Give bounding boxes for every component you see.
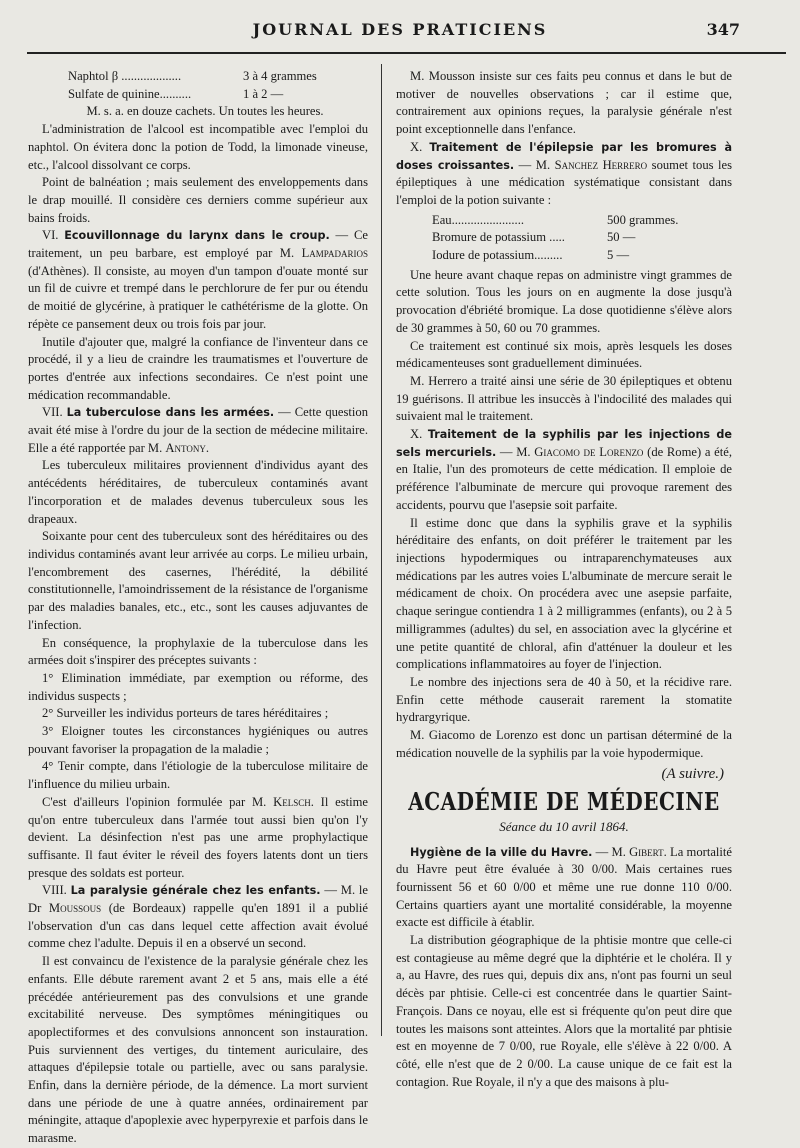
paragraph: Les tuberculeux militaires proviennent d'individus ayant des antécédents héréditaires, de tuberculeux contaminés avant l'incorporation et de malades devenus tuberculeux sous les drapeaux. <box>28 458 368 526</box>
list-item: 4° Tenir compte, dans l'étiologie de la tuberculose militaire de l'influence du milieu urbain. <box>28 759 368 792</box>
section-hygiene: Hygiène de la ville du Havre. — M. Gibert. La mortalité du Havre peut être évaluée à 30 0/00. Mais certaines rues fournissent 56 et 60 0/00 et même une rue donne 110 0/00. Certains quartiers ayant une mortalité considérable, la moyenne exacte est difficile à établir. <box>396 844 732 930</box>
section-heading: Traitement de l'épilepsie par les bromures à doses croissantes. <box>396 140 733 172</box>
paragraph: Il est convaincu de l'existence de la paralysie générale chez les enfants. Elle débute rarement avant 2 et 5 ans, mais elle a été précédée antérieurement pas des convulsions et une grande excitabilité nerveuse. Des symptômes méningitiques ou apoplectiformes et des convulsions annoncent son instauration. Puis surviennent des vertiges, du tintement auriculaire, des attaques d'épilepsie totale ou partielle, avec ou sans paralysie. Enfin, dans la dernière période, de la démence. La mort survient dans une période de une à quatre années, ordinairement par méningite, attaque d'apoplexie avec hyperpyrexie et parfois dans le marasme. <box>28 954 368 1146</box>
header-rule <box>27 52 786 54</box>
recipe-line: Iodure de potassium......... 5 — <box>432 248 630 263</box>
paragraph: Inutile d'ajouter que, malgré la confiance de l'inventeur dans ce procédé, il y a lieu de craindre les traumatismes et l'ouverture de portes d'entrée aux infections secondaires. Ce n'est point une médication recommandable. <box>28 334 368 402</box>
section-vii: VII. La tuberculose dans les armées. — Cette question avait été mise à l'ordre du jour de la section de médecine militaire. Elle a été rapportée par M. Antony. <box>28 405 368 455</box>
recipe-line: Eau....................... 500 grammes. <box>432 212 679 227</box>
section-heading: Hygiène de la ville du Havre. <box>410 845 593 859</box>
section-heading: La paralysie générale chez les enfants. <box>70 884 321 898</box>
paragraph: Il estime donc que dans la syphilis grave et la syphilis héréditaire des enfants, on doit préférer le traitement par les injections hypodermiques ou intraparenchymateuses aux médications par les autres voies L'albuminate de mercure serait le médicament de choix. On procédera avec une asepsie parfaite, chaque seringue contiendra 1 à 2 milligrammes (enfants), ou 2 à 5 milligrammes (adultes) du sel, en association avec la glycérine et une petite quantité de chloral, afin d'atténuer la douleur et les complications inflammatoires au foyer de l'injection. <box>396 515 732 672</box>
author-name: Moussous <box>48 901 102 916</box>
paragraph: Le nombre des injections sera de 40 à 50, et la récidive rare. Enfin cette méthode causerait rarement la stomatite hydrargyrique. <box>396 674 732 725</box>
prescription-note: M. s. a. en douze cachets. Un toutes les heures. <box>86 104 324 119</box>
column-divider <box>381 64 382 1036</box>
page-number: 347 <box>706 20 740 39</box>
section-viii: VIII. La paralysie générale chez les enfants. — M. le Dr Moussous (de Bordeaux) rappelle qu'en 1891 il a publié l'observation d'un cas dans lequel cette affection avait évolué comme chez l'adulte. Depuis il en a observé un second. <box>28 883 368 951</box>
author-name: Lampadarios <box>301 246 368 261</box>
continued-note: (A suivre.) <box>661 766 724 783</box>
left-column <box>28 68 368 1146</box>
academy-heading: ACADÉMIE DE MÉDECINE <box>408 787 720 817</box>
section-heading: Traitement de la syphilis par les injections de sels mercuriels. <box>396 428 732 459</box>
paragraph: M. Giacomo de Lorenzo est donc un partisan déterminé de la médication nouvelle de la syphilis par la voie hypodermique. <box>396 728 732 760</box>
recipe-line: Bromure de potassium ..... 50 — <box>432 230 636 245</box>
list-item: 1° Elimination immédiate, par exemption ou réforme, des individus suspects ; <box>28 670 368 703</box>
section-heading: La tuberculose dans les armées. <box>66 406 275 420</box>
list-item: 2° Surveiller les individus porteurs de tares héréditaires ; <box>42 706 329 721</box>
author-name: Antony <box>165 440 206 455</box>
recipe <box>396 212 732 265</box>
right-column <box>396 68 733 1089</box>
prescription-line: Sulfate de quinine.......... 1 à 2 — <box>68 86 284 101</box>
paragraph: C'est d'ailleurs l'opinion formulée par M. Kelsch. Il estime qu'on entre tuberculeux dans l'armée tout aussi bien qu'on l'y devient. La désinfection n'est pas une arme prophylactique suffisante. Il faut éviter le réveil des foyers latents dont un tiers presque des soldats est porteur. <box>28 794 368 880</box>
author-name: Kelsch <box>273 794 311 809</box>
paragraph: Une heure avant chaque repas on administre vingt grammes de cette solution. Tous les jours on en augmente la dose jusqu'à provocation d'ébriété bromique. La dose quotidienne s'élève alors de 30 grammes à 50, 60 ou 70 grammes. <box>396 267 732 335</box>
prescription-line: Naphtol β ................... 3 à 4 grammes <box>68 69 317 83</box>
paragraph: La distribution géographique de la phtisie montre que celle-ci est contagieuse au même degré que la diphtérie et le choléra. Il y a, au Havre, des rues qui, depuis dix ans, n'ont pas fourni un seul décès par phtisie. Celle-ci est concentrée dans le quartier Saint-François. Dans ce noyau, elle est si fréquente qu'on peut dire que toutes les maisons sont atteintes. Alors que la mortalité par phtisie est en moyenne de 7 0/00, rue Royale, elle s'élève à 22 0/00. A côté, elle n'est que de 2 0/00. La cause unique de ce fait est la contagion. Rue Royale, il n'y a que des maisons à plu- <box>396 933 732 1089</box>
section-x-epilepsy: X. Traitement de l'épilepsie par les bromures à doses croissantes. — M. Sanchez Herrero soumet tous les épileptiques à une médication systématique consistant dans l'emploi de la potion suivante : <box>396 139 733 207</box>
running-title: JOURNAL DES PRATICIENS <box>252 20 548 39</box>
section-vi: VI. Ecouvillonnage du larynx dans le croup. — Ce traitement, un peu barbare, est employé par M. Lampadarios (d'Athènes). Il consiste, au moyen d'un tampon d'ouate monté sur un fil de cuivre et trempé dans le perchlorure de fer pur ou étendu de moitié de glycérine, à pratiquer le cathétérisme de la glotte. On répète ce pansement deux ou trois fois par jour. <box>28 228 368 331</box>
paragraph: Soixante pour cent des tuberculeux sont des héréditaires ou des individus contaminés avant leur arrivée au corps. Le milieu urbain, l'encombrement des casernes, l'hérédité, la débilité constitutionnelle, l'amoindrissement de la résistance de l'organisme par des maladies banales, etc., etc., sont les causes adjuvantes de l'infection. <box>28 529 368 632</box>
paragraph: Ce traitement est continué six mois, après lesquels les doses médicamenteuses sont graduellement diminuées. <box>396 338 732 371</box>
list-item: 3° Eloigner toutes les circonstances hygiéniques ou autres pouvant favoriser la propagation de la maladie ; <box>28 724 368 756</box>
page-header <box>0 0 800 56</box>
author-name: Gibert <box>629 844 664 859</box>
paragraph: En conséquence, la prophylaxie de la tuberculose dans les armées doit s'inspirer des préceptes suivants : <box>28 635 368 668</box>
paragraph: M. Herrero a traité ainsi une série de 30 épileptiques et obtenu 19 guérisons. Il attribue les insuccès à l'indocilité des malades qui suivaient mal le traitement. <box>396 373 732 424</box>
paragraph: L'administration de l'alcool est incompatible avec l'emploi du naphtol. On évitera donc la potion de Todd, la limonade vineuse, etc., l'alcool dissolvant ce corps. <box>28 122 368 172</box>
author-name: Sanchez Herrero <box>554 157 648 172</box>
section-x-syphilis: X. Traitement de la syphilis par les injections de sels mercuriels. — M. Giacomo de Lorenzo (de Rome) a été, en Italie, l'un des promoteurs de cette médication. Il emploie de préférence l'albuminate de mercure qui provoque rarement des accidents, pourvu que l'asepsie soit parfaite. <box>396 427 732 512</box>
section-heading: Ecouvillonnage du larynx dans le croup. <box>64 229 330 243</box>
session-date: Séance du 10 avril 1864. <box>499 818 629 834</box>
author-name: Giacomo de Lorenzo <box>534 444 644 459</box>
paragraph: M. Mousson insiste sur ces faits peu connus et dans le but de motiver de nouvelles observations ; car il estime que, contrairement aux opinions reçues, la paralysie générale n'est point exceptionnelle dans l'enfance. <box>396 69 732 137</box>
paragraph: Point de balnéation ; mais seulement des enveloppements dans le drap mouillé. Il considère ces derniers comme supérieur aux bains froids. <box>28 175 368 225</box>
